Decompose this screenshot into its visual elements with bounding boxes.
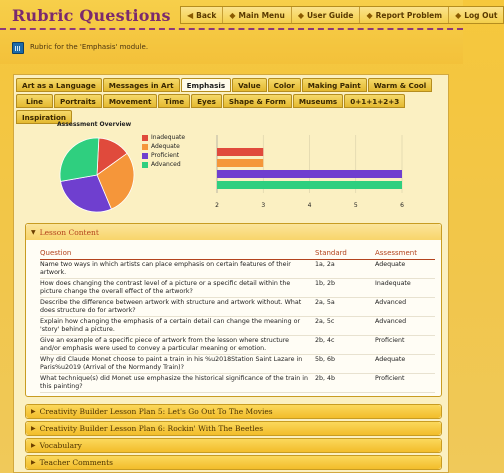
x-tick-label: 6: [400, 202, 404, 209]
user-guide-button[interactable]: [292, 7, 361, 23]
tab-time[interactable]: Time: [158, 94, 190, 108]
caret-right-icon: ▶: [31, 442, 36, 449]
log-out-icon: ◆: [455, 10, 462, 20]
accordion-title: Creativity Builder Lesson Plan 5: Let's Go Out To The Movies: [39, 407, 273, 416]
table-row: [40, 354, 435, 373]
bar-adequate: [217, 159, 263, 167]
vocabulary-accordion[interactable]: [25, 438, 442, 453]
tab-inspiration[interactable]: Inspiration: [16, 110, 72, 124]
question-cell: What technique(s) did Monet use emphasize the historical significance of the train in this painting?: [40, 373, 315, 392]
assessment-bar-chart: [212, 131, 412, 213]
assessment-cell: Advanced: [375, 297, 435, 316]
page-title: Rubric Questions: [12, 6, 171, 25]
tab-warm-cool[interactable]: Warm & Cool: [368, 78, 432, 92]
accordion-title: Vocabulary: [39, 441, 82, 450]
teacher-comments-accordion[interactable]: [25, 455, 442, 470]
assessment-cell: Proficient: [375, 335, 435, 354]
main-menu-label: Main Menu: [238, 10, 285, 20]
tab-shape-form[interactable]: Shape & Form: [223, 94, 292, 108]
report-problem-label: Report Problem: [375, 10, 443, 20]
tab-portraits[interactable]: Portraits: [54, 94, 102, 108]
back-button[interactable]: [181, 7, 223, 23]
x-tick-label: 5: [353, 202, 358, 209]
main-menu-icon: ◆: [229, 10, 236, 20]
lesson-plan-6-accordion[interactable]: [25, 421, 442, 436]
accordion-title: Teacher Comments: [39, 458, 114, 467]
bar-advanced: [217, 181, 402, 189]
accordion-header[interactable]: [26, 405, 441, 418]
standard-cell: 2a, 5a: [315, 297, 375, 316]
lesson-content-header[interactable]: [26, 224, 441, 240]
tab-color[interactable]: Color: [268, 78, 301, 92]
standard-cell: 2b, 4b: [315, 373, 375, 392]
legend-label: Adequate: [151, 143, 180, 150]
legend-item: [142, 160, 185, 169]
question-cell: Give an example of a specific piece of artwork from the lesson where structure and/or emphasis were used to convey a particular meaning or emotion.: [40, 335, 315, 354]
title-divider: [0, 28, 463, 30]
caret-down-icon: ▼: [31, 228, 36, 236]
x-tick-label: 4: [307, 202, 312, 209]
legend-item: [142, 142, 185, 151]
pie-legend: [142, 133, 185, 169]
assessment-cell: Advanced: [375, 316, 435, 335]
user-guide-label: User Guide: [306, 10, 354, 20]
user-guide-icon: ◆: [297, 10, 304, 20]
assessment-cell: Inadequate: [375, 278, 435, 297]
table-row: [40, 316, 435, 335]
table-row: [40, 335, 435, 354]
table-row: [40, 297, 435, 316]
x-tick-label: 2: [215, 202, 219, 209]
legend-label: Proficient: [151, 152, 180, 159]
assessment-cell: Adequate: [375, 354, 435, 373]
lesson-content-table: [40, 248, 435, 393]
caret-right-icon: ▶: [31, 459, 36, 466]
accordion-header[interactable]: [26, 439, 441, 452]
tab-movement[interactable]: Movement: [103, 94, 158, 108]
question-cell: Explain how changing the emphasis of a certain detail can change the meaning or 'story' behind a picture.: [40, 316, 315, 335]
assessment-pie-chart: [52, 130, 142, 220]
legend-swatch-proficient: [142, 153, 148, 159]
tab-making-paint[interactable]: Making Paint: [302, 78, 367, 92]
table-row: [40, 373, 435, 392]
pie-slice-advanced: [60, 138, 99, 181]
question-cell: Describe the difference between artwork with structure and artwork without. What does structure do for artwork?: [40, 297, 315, 316]
back-arrow-icon: ◀: [187, 10, 194, 20]
accordion-header[interactable]: [26, 456, 441, 469]
tab-value[interactable]: Value: [232, 78, 266, 92]
pie-chart-title: Assessment Overview: [57, 121, 132, 128]
report-problem-icon: ◆: [366, 10, 373, 20]
standard-cell: 1b, 2b: [315, 278, 375, 297]
legend-swatch-advanced: [142, 162, 148, 168]
standard-cell: 2a, 5c: [315, 316, 375, 335]
log-out-label: Log Out: [464, 10, 498, 20]
log-out-button[interactable]: [449, 7, 503, 23]
tab-museums[interactable]: Museums: [293, 94, 343, 108]
module-subtitle: Rubric for the 'Emphasis' module.: [30, 43, 149, 51]
tab-line[interactable]: Line: [16, 94, 53, 108]
lesson-content-title: Lesson Content: [39, 227, 99, 237]
legend-swatch-adequate: [142, 144, 148, 150]
module-tabs: [16, 78, 446, 124]
column-header-question: Question: [40, 248, 315, 259]
question-cell: Name two ways in which artists can place emphasis on certain features of their artwork.: [40, 259, 315, 278]
main-menu-button[interactable]: [223, 7, 291, 23]
table-row: [40, 259, 435, 278]
top-navigation: [180, 6, 504, 24]
lesson-content-accordion: [25, 223, 442, 397]
caret-right-icon: ▶: [31, 408, 36, 415]
standard-cell: 5b, 6b: [315, 354, 375, 373]
legend-label: Advanced: [151, 161, 181, 168]
report-problem-button[interactable]: [360, 7, 449, 23]
tab-messages-in-art[interactable]: Messages in Art: [103, 78, 180, 92]
back-label: Back: [196, 10, 217, 20]
tab-emphasis[interactable]: Emphasis: [181, 78, 232, 92]
column-header-standard: Standard: [315, 248, 375, 259]
x-tick-label: 3: [261, 202, 266, 209]
accordion-title: Creativity Builder Lesson Plan 6: Rockin' With The Beetles: [39, 424, 264, 433]
caret-right-icon: ▶: [31, 425, 36, 432]
calculator-icon: [12, 42, 24, 54]
standard-cell: 1a, 2a: [315, 259, 375, 278]
tab-eyes[interactable]: Eyes: [191, 94, 222, 108]
question-cell: Why did Claude Monet choose to paint a train in his %u2018Station Saint Lazare in Paris%u2019 (Arrival of the Normandy Train)?: [40, 354, 315, 373]
lesson-plan-5-accordion[interactable]: [25, 404, 442, 419]
legend-label: Inadequate: [151, 134, 186, 141]
legend-swatch-inadequate: [142, 135, 148, 141]
column-header-assessment: Assessment: [375, 248, 435, 259]
question-cell: How does changing the contrast level of a picture or a specific detail within the picture change the overall effect of the artwork?: [40, 278, 315, 297]
bar-inadequate: [217, 148, 263, 156]
table-row: [40, 278, 435, 297]
tab-numbers[interactable]: 0+1+1+2+3: [344, 94, 405, 108]
assessment-cell: Adequate: [375, 259, 435, 278]
legend-item: [142, 151, 185, 160]
accordion-header[interactable]: [26, 422, 441, 435]
standard-cell: 2b, 4c: [315, 335, 375, 354]
bar-proficient: [217, 170, 402, 178]
tab-art-as-a-language[interactable]: Art as a Language: [16, 78, 102, 92]
assessment-cell: Proficient: [375, 373, 435, 392]
legend-item: [142, 133, 185, 142]
